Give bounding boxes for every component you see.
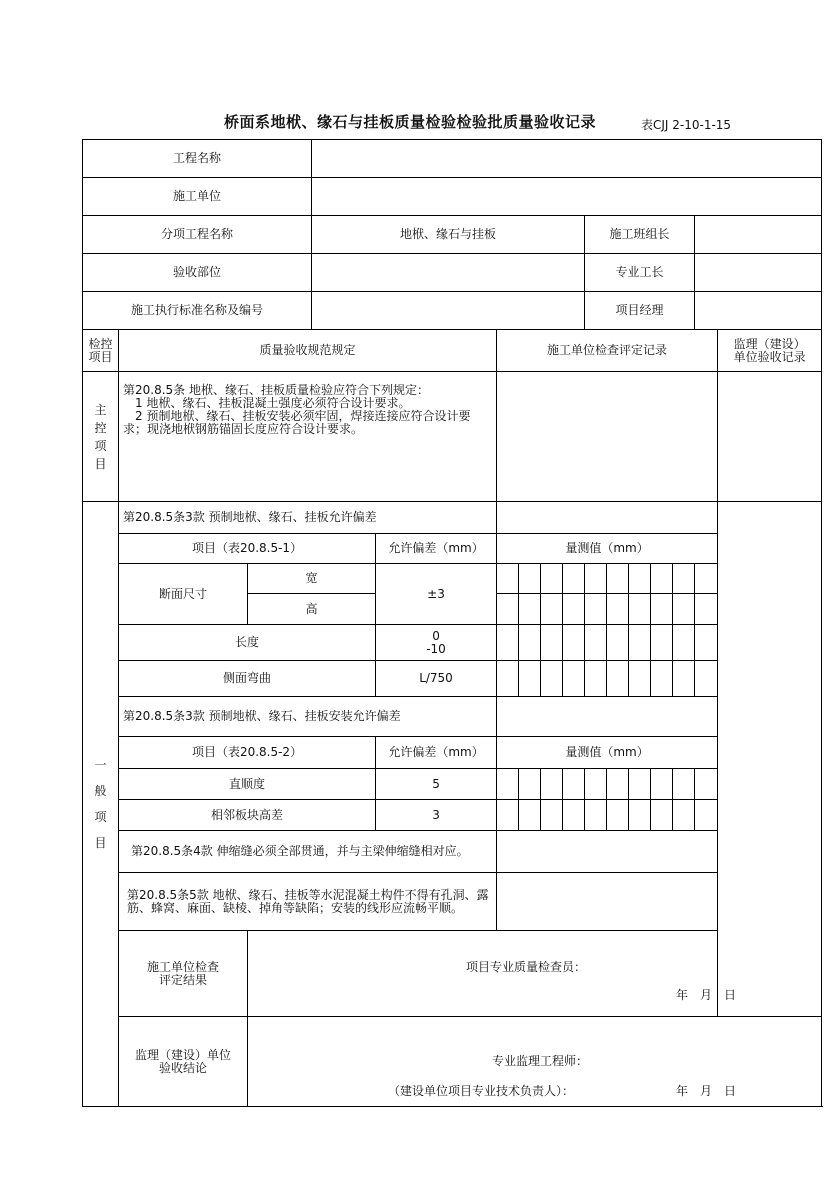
- clause3-title: 第20.8.5条3款 预制地栿、缘石、挂板允许偏差: [119, 502, 497, 534]
- measure-cell[interactable]: [541, 594, 563, 625]
- table2-measure-header: 量测值（mm）: [497, 737, 718, 769]
- measure-cell[interactable]: [673, 625, 695, 661]
- measure-cell[interactable]: [629, 769, 651, 800]
- clause4-text: 第20.8.5条4款 伸缩缝必须全部贯通，并与主梁伸缩缝相对应。: [119, 831, 497, 873]
- measure-cell[interactable]: [695, 625, 718, 661]
- measure-cell[interactable]: [585, 661, 607, 697]
- general-items-label: 一 般 项 目: [83, 502, 119, 1107]
- measure-cell[interactable]: [607, 800, 629, 831]
- inspection-record-table: [82, 139, 822, 1107]
- measure-cell[interactable]: [519, 769, 541, 800]
- measure-cell[interactable]: [607, 769, 629, 800]
- table2-tol-header: 允许偏差（mm）: [376, 737, 497, 769]
- contractor-result-label: 施工单位检查 评定结果: [119, 931, 248, 1017]
- measure-cell[interactable]: [695, 769, 718, 800]
- measure-cell[interactable]: [695, 661, 718, 697]
- straightness-label: 直顺度: [119, 769, 376, 800]
- measure-cell[interactable]: [519, 800, 541, 831]
- measure-cell[interactable]: [585, 800, 607, 831]
- clause5-text: 第20.8.5条5款 地栿、缘石、挂板等水泥混凝土构件不得有孔洞、露筋、蜂窝、麻面、缺棱、掉角等缺陷；安装的线形应流畅平顺。: [119, 873, 497, 931]
- adjacent-height-label: 相邻板块高差: [119, 800, 376, 831]
- table2-item-header: 项目（表20.8.5-2）: [119, 737, 376, 769]
- length-label: 长度: [119, 625, 376, 661]
- project-name-label: 工程名称: [83, 140, 312, 178]
- section-size-tolerance: ±3: [376, 564, 497, 625]
- measure-cell[interactable]: [673, 661, 695, 697]
- section-size-label: 断面尺寸: [119, 564, 248, 625]
- col-header-supervisor-record: 监理（建设） 单位验收记录: [718, 330, 822, 372]
- standard-label: 施工执行标准名称及编号: [83, 292, 312, 330]
- inspector-label: 项目专业质量检查员：: [466, 960, 587, 974]
- measure-cell[interactable]: [629, 625, 651, 661]
- supervisor-result-label: 监理（建设）单位 验收结论: [119, 1017, 248, 1107]
- measure-cell[interactable]: [651, 661, 673, 697]
- length-tolerance: 0 -10: [376, 625, 497, 661]
- measure-cell[interactable]: [497, 769, 519, 800]
- contractor-result-area[interactable]: [248, 931, 822, 1017]
- measure-cell[interactable]: [519, 625, 541, 661]
- measure-cell[interactable]: [607, 661, 629, 697]
- clause5-record[interactable]: [497, 873, 718, 931]
- form-code: 表CJJ 2-10-1-15: [641, 118, 732, 132]
- measure-cell[interactable]: [541, 661, 563, 697]
- measure-cell[interactable]: [563, 769, 585, 800]
- measure-cell[interactable]: [607, 564, 629, 594]
- clause4-record[interactable]: [497, 831, 718, 873]
- measure-cell[interactable]: [563, 564, 585, 594]
- measure-cell[interactable]: [607, 594, 629, 625]
- measure-cell[interactable]: [673, 594, 695, 625]
- standard-value[interactable]: [312, 292, 585, 330]
- table1-tol-header: 允许偏差（mm）: [376, 534, 497, 564]
- pm-label: 项目经理: [585, 292, 695, 330]
- measure-cell[interactable]: [673, 564, 695, 594]
- main-items-label: 主 控 项 目: [83, 372, 119, 502]
- measure-cell[interactable]: [519, 661, 541, 697]
- clause3-record[interactable]: [497, 502, 718, 534]
- pm-value[interactable]: [695, 292, 822, 330]
- measure-cell[interactable]: [651, 800, 673, 831]
- supervisor-date: 年 月 日: [676, 1084, 737, 1098]
- measure-cell[interactable]: [651, 564, 673, 594]
- clause3b-title: 第20.8.5条3款 预制地栿、缘石、挂板安装允许偏差: [119, 697, 497, 737]
- sub-item-label: 分项工程名称: [83, 216, 312, 254]
- measure-cell[interactable]: [541, 800, 563, 831]
- main-items-contractor-record[interactable]: [497, 372, 718, 502]
- measure-cell[interactable]: [673, 769, 695, 800]
- width-label: 宽: [248, 564, 376, 594]
- measure-cell[interactable]: [651, 625, 673, 661]
- sub-item-value[interactable]: 地栿、缘石与挂板: [312, 216, 585, 254]
- adjacent-height-tolerance: 3: [376, 800, 497, 831]
- measure-cell[interactable]: [497, 564, 519, 594]
- side-bend-tolerance: L/750: [376, 661, 497, 697]
- location-value[interactable]: [312, 254, 585, 292]
- measure-cell[interactable]: [519, 564, 541, 594]
- col-header-spec: 质量验收规范规定: [119, 330, 497, 372]
- measure-cell[interactable]: [563, 661, 585, 697]
- contractor-value[interactable]: [312, 178, 822, 216]
- measure-cell[interactable]: [651, 769, 673, 800]
- team-leader-label: 施工班组长: [585, 216, 695, 254]
- side-bend-label: 侧面弯曲: [119, 661, 376, 697]
- measure-cell[interactable]: [497, 625, 519, 661]
- measure-cell[interactable]: [541, 625, 563, 661]
- table1-item-header: 项目（表20.8.5-1）: [119, 534, 376, 564]
- col-header-item: 检控 项目: [83, 330, 119, 372]
- measure-cell[interactable]: [497, 800, 519, 831]
- measure-cell[interactable]: [585, 625, 607, 661]
- clause3b-record[interactable]: [497, 697, 718, 737]
- location-label: 验收部位: [83, 254, 312, 292]
- measure-cell[interactable]: [585, 594, 607, 625]
- measure-cell[interactable]: [563, 625, 585, 661]
- measure-cell[interactable]: [563, 800, 585, 831]
- main-items-text: 第20.8.5条 地栿、缘石、挂板质量检验应符合下列规定： 1 地栿、缘石、挂板混凝土强度必须符合设计要求。 2 预制地栿、缘石、挂板安装必须牢固，焊接连接应符合设计要求；现浇地栿钢筋锚固长度应符合设计要求。: [119, 372, 497, 502]
- measure-cell[interactable]: [497, 594, 519, 625]
- table1-measure-header: 量测值（mm）: [497, 534, 718, 564]
- measure-cell[interactable]: [585, 564, 607, 594]
- project-name-value[interactable]: [312, 140, 822, 178]
- measure-cell[interactable]: [695, 564, 718, 594]
- measure-cell[interactable]: [695, 594, 718, 625]
- measure-cell[interactable]: [541, 564, 563, 594]
- measure-cell[interactable]: [651, 594, 673, 625]
- page-title: 桥面系地栿、缘石与挂板质量检验检验批质量验收记录: [223, 113, 596, 131]
- measure-cell[interactable]: [629, 564, 651, 594]
- measure-cell[interactable]: [563, 594, 585, 625]
- contractor-label: 施工单位: [83, 178, 312, 216]
- straightness-tolerance: 5: [376, 769, 497, 800]
- form-table-wrapper: [82, 139, 806, 1107]
- measure-cell[interactable]: [629, 661, 651, 697]
- supervisor-result-area[interactable]: [248, 1017, 822, 1107]
- measure-cell[interactable]: [607, 625, 629, 661]
- foreman-value[interactable]: [695, 254, 822, 292]
- measure-cell[interactable]: [695, 800, 718, 831]
- engineer-label: 专业监理工程师：: [492, 1054, 589, 1068]
- measure-cell[interactable]: [519, 594, 541, 625]
- measure-cell[interactable]: [629, 800, 651, 831]
- owner-rep-label: （建设单位项目专业技术负责人）：: [388, 1084, 575, 1098]
- team-leader-value[interactable]: [695, 216, 822, 254]
- measure-cell[interactable]: [629, 594, 651, 625]
- measure-cell[interactable]: [585, 769, 607, 800]
- contractor-date: 年 月 日: [676, 988, 737, 1002]
- measure-cell[interactable]: [497, 661, 519, 697]
- foreman-label: 专业工长: [585, 254, 695, 292]
- measure-cell[interactable]: [541, 769, 563, 800]
- height-label: 高: [248, 594, 376, 625]
- main-items-supervisor-record[interactable]: [718, 372, 822, 502]
- measure-cell[interactable]: [673, 800, 695, 831]
- col-header-contractor-record: 施工单位检查评定记录: [497, 330, 718, 372]
